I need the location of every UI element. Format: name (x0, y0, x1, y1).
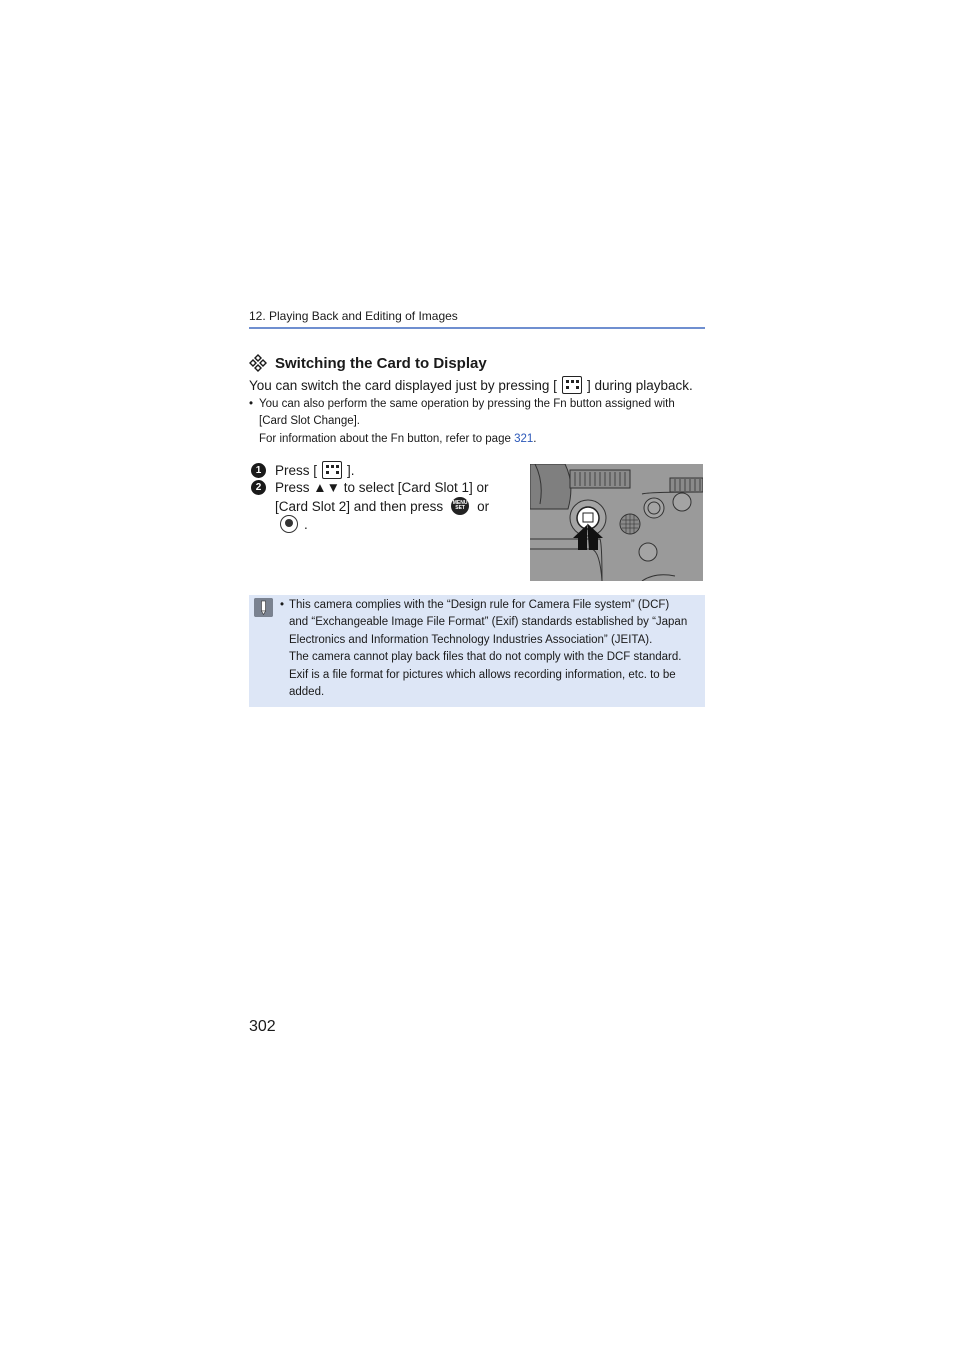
intro-paragraph (249, 376, 693, 394)
bullet-line-2: [Card Slot Change]. (259, 415, 361, 427)
section-title-text: Switching the Card to Display (275, 354, 487, 372)
step-number-1: 1 (251, 463, 266, 478)
step-2-text: [Card Slot 2] and then press (275, 498, 444, 514)
step-2-line-3 (280, 515, 308, 533)
page-link[interactable]: 321 (514, 433, 534, 445)
step-1 (251, 461, 355, 479)
menu-set-button-icon (451, 497, 469, 515)
step-number-2: 2 (251, 480, 266, 495)
bullet-marker: • (249, 398, 254, 410)
control-dial-press-icon (280, 515, 298, 533)
step-2 (251, 480, 489, 495)
slot-switch-icon (562, 376, 582, 394)
step-1-text-before: Press [ (275, 462, 318, 478)
step-2-or: or (477, 498, 490, 514)
note-line-1: This camera complies with the “Design rule for Camera File system” (DCF) (289, 599, 670, 611)
note-line-4: The camera cannot play back files that do not comply with the DCF standard. (289, 651, 682, 663)
step-2-line-2 (275, 497, 489, 515)
step-2-end: . (304, 516, 308, 532)
bullet-line-1: You can also perform the same operation by pressing the Fn button assigned with (259, 398, 675, 410)
camera-back-illustration (530, 464, 703, 581)
step-1-text-after: ]. (347, 462, 355, 478)
bullet-ref-end: . (533, 433, 537, 445)
note-line-5: Exif is a file format for pictures which allows recording information, etc. to be (289, 669, 676, 681)
set-label: SET (455, 505, 465, 511)
intro-text-before: You can switch the card displayed just by pressing [ (249, 377, 557, 393)
slot-switch-icon (322, 461, 342, 479)
note-line-6: added. (289, 686, 325, 698)
note-line-2: and “Exchangeable Image File Format” (Exif) standards established by “Japan (289, 616, 688, 628)
bullet-ref-text: For information about the Fn button, refer to page (259, 433, 511, 445)
diamond-ornament-icon (249, 354, 267, 372)
step-2-line-1: Press ▲▼ to select [Card Slot 1] or (275, 480, 489, 495)
note-bullet-marker: • (280, 599, 285, 611)
note-line-3: Electronics and Information Technology Industries Association” (JEITA). (289, 634, 653, 646)
intro-text-after: ] during playback. (586, 377, 693, 393)
pencil-note-icon (254, 598, 273, 617)
page-number: 302 (249, 1018, 276, 1035)
header-divider (249, 327, 705, 329)
section-title (249, 354, 487, 372)
chapter-header: 12. Playing Back and Editing of Images (249, 309, 458, 323)
bullet-line-3 (259, 433, 536, 445)
menu-label: MENU (452, 500, 468, 506)
